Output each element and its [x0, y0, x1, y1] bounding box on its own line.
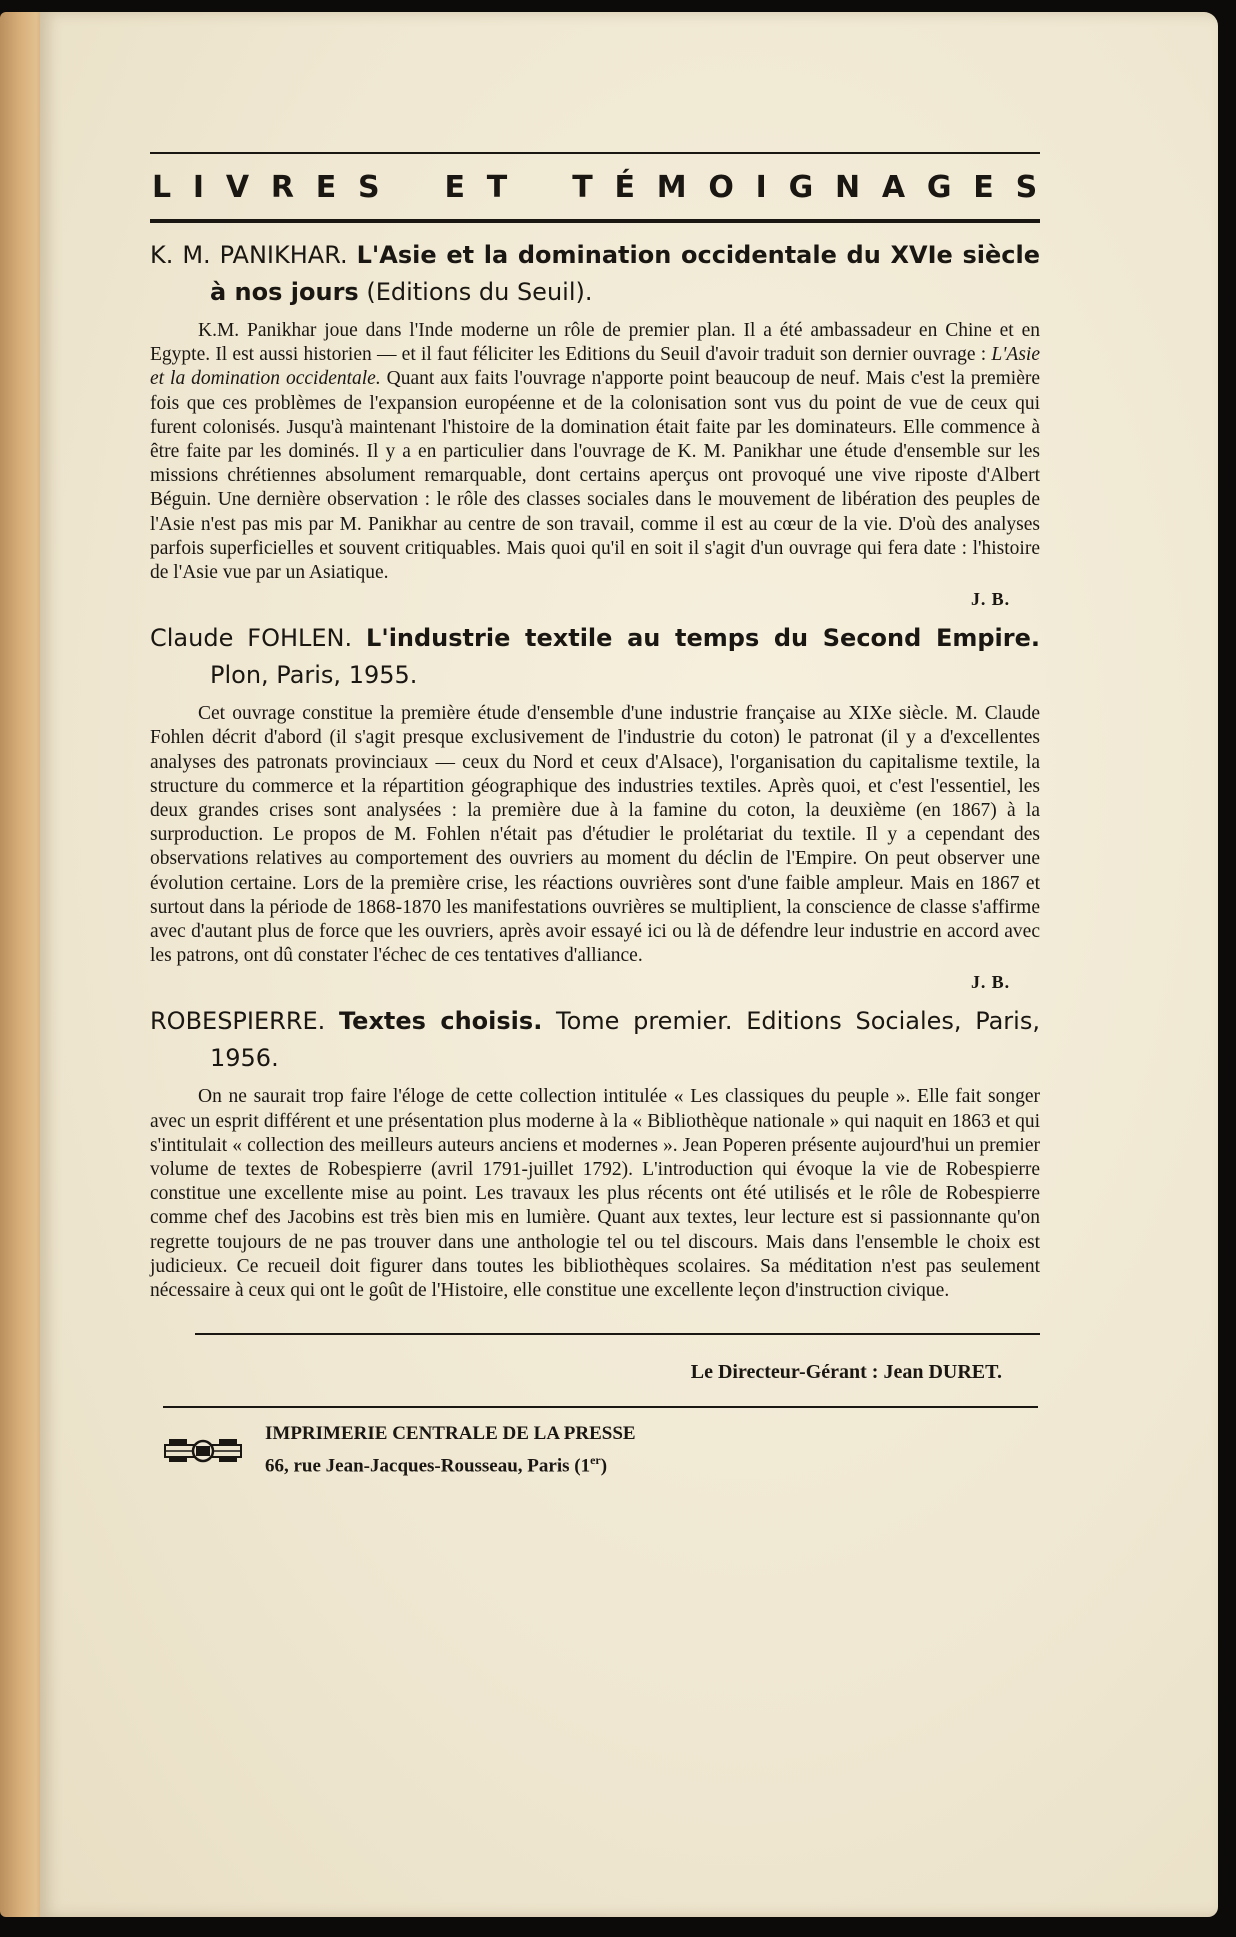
review-book-title: L'Asie et la domination occidentale du XVIe siècle à nos jours [210, 241, 1040, 306]
review-body-text: Quant aux faits l'ouvrage n'apporte point beaucoup de neuf. Mais c'est la première fois que ces problèmes de l'expansion européenne et de la colonisation sont vus du point de vue de ceux qui furent colonisés. Jusqu'à maintenant l'histoire de la domination était faite par les dominateurs. Elle commence à être faite par les dominés. Il y a en particulier dans l'ouvrage de K. M. Panikhar une étude d'ensemble sur les missions chrétiennes absolument remarquable, dont certains aperçus ont provoqué une vive riposte d'Albert Béguin. Une dernière observation : le rôle des classes sociales dans le mouvement de libération des peuples de l'Asie n'est pas mis par M. Panikhar au centre de son travail, comme il est au cœur de la vie. D'où des analyses parfois superficielles et souvent critiquables. Mais quoi qu'il en soit il s'agit d'un ouvrage qui fera date : l'histoire de l'Asie vue par un Asiatique. [150, 368, 1040, 584]
title-letter: A [881, 170, 906, 205]
review-heading [150, 620, 1040, 694]
title-letter: L [152, 170, 172, 205]
title-letter: E [973, 170, 995, 205]
title-letter: M [656, 170, 688, 205]
review-panikhar [150, 237, 1040, 610]
title-rule-top [150, 152, 1040, 154]
printer-address: 66, rue Jean-Jacques-Rousseau, Paris [265, 1455, 570, 1477]
review-robespierre [150, 1003, 1040, 1303]
review-body-text: K.M. Panikhar joue dans l'Inde moderne un rôle de premier plan. Il a été ambassadeur en Chine et en Egypte. Il est aussi historien — et il faut féliciter les Editions du Seuil d'avoir traduit son dernier ouvrage : [150, 320, 1040, 366]
printer-arrondissement-sup: er [590, 1453, 601, 1468]
printer-arrondissement-close: ) [600, 1455, 608, 1477]
title-letter: I [192, 170, 205, 205]
printer-name: IMPRIMERIE CENTRALE DE LA PRESSE [265, 1423, 636, 1445]
review-body-italic: L'Asie et la domination occidentale. [150, 344, 1040, 390]
review-signature: J. B. [970, 972, 1010, 993]
printer-imprint [163, 1420, 1040, 1479]
director-name: Jean DURET. [883, 1361, 1002, 1384]
title-letter: O [708, 170, 735, 205]
content [150, 152, 1040, 1480]
director-line [150, 1361, 1002, 1384]
title-letter: T [486, 170, 508, 205]
review-publisher: (Editions du Seuil). [366, 278, 593, 306]
review-author: K. M. PANIKHAR. [150, 241, 348, 269]
review-signature: J. B. [970, 589, 1010, 610]
printer-text [265, 1420, 636, 1479]
title-letter: S [357, 170, 381, 205]
title-letter: I [755, 170, 768, 205]
title-letter: N [835, 170, 861, 205]
title-letter: É [614, 170, 636, 205]
review-body: Cet ouvrage constitue la première étude d'ensemble d'une industrie française au XIXe siècle. M. Claude Fohlen décrit d'abord (il s'agit presque exclusivement de l'industrie du coton) le patronat (il y a d'excellentes analyses des patronats provinciaux — ceux du Nord et ceux d'Alsace), l'organisation du capitalisme textile, la structure du commerce et la répartition géographique des industries textiles. Après quoi, et c'est l'essentiel, les deux grandes crises sont analysées : la première due à la famine du coton, la deuxième (en 1867) à la surproduction. Le propos de M. Fohlen n'était pas d'étudier le prolétariat du textile. Il y a cependant des observations relatives au comportement des ouvriers au moment du déclin de l'Empire. On peut observer une évolution certaine. Lors de la première crise, les réactions ouvrières sont d'une faible ampleur. Mais en 1867 et surtout dans la période de 1868-1870 les manifestations ouvrières se multiplient, la conscience de classe s'affirme avec d'autant plus de force que les ouvriers, après avoir essayé ici ou là de défendre leur industrie en accord avec les patrons, ont dû constater l'échec de ces tentatives d'alliance. [150, 703, 1040, 967]
review-publisher: Tome premier. Editions Sociales, Paris, 1956. [210, 1007, 1040, 1073]
title-letter: G [926, 170, 953, 205]
review-body [150, 319, 1040, 585]
footer-rule [195, 1333, 1040, 1335]
director-label: Le Directeur-Gérant : [690, 1361, 879, 1384]
review-book-title: Textes choisis. [338, 1007, 543, 1036]
printer-rule [163, 1406, 1038, 1408]
title-letter: G [788, 170, 814, 205]
review-fohlen [150, 620, 1040, 993]
review-body: On ne saurait trop faire l'éloge de cette collection intitulée « Les classiques du peuple ». Elle fait songer avec un esprit différent et une présentation plus moderne à la « Bibliothèque nationale » qui naquit en 1863 et qui s'intitulait « collection des meilleurs auteurs anciens et modernes ». Jean Poperen présente aujourd'hui un premier volume de textes de Robespierre (avril 1791-juillet 1792). L'introduction qui évoque la vie de Robespierre constitue une excellente mise au point. Les travaux les plus récents ont été utilisés et le rôle de Robespierre comme chef des Jacobins est très bien mis en lumière. Quant aux textes, leur lecture est si passionnante qu'on regrette toujours de ne pas trouver dans une anthologie tel ou tel discours. Mais dans l'ensemble le choix est judicieux. Ce recueil doit figurer dans toutes les bibliothèques scolaires. Sa méditation n'est pas seulement nécessaire à ceux qui ont le goût de l'Histoire, elle constitue une excellente leçon d'instruction civique. [150, 1086, 1040, 1302]
title-letter: E [315, 170, 337, 205]
review-heading [150, 1003, 1040, 1077]
review-book-title: L'industrie textile au temps du Second Empire. [366, 624, 1040, 653]
printer-address-line [265, 1447, 636, 1479]
review-author: ROBESPIERRE. [150, 1007, 326, 1036]
title-letter: E [444, 170, 466, 205]
printer-arrondissement: (1 [574, 1455, 591, 1477]
review-publisher: Plon, Paris, 1955. [210, 661, 418, 690]
review-author: Claude FOHLEN. [150, 624, 353, 653]
title-letter: R [270, 170, 295, 205]
press-logo-icon [163, 1434, 243, 1466]
title-rule-bottom [150, 219, 1040, 223]
title-letter: S [1015, 170, 1038, 205]
review-heading [150, 237, 1040, 311]
title-letter: T [572, 170, 594, 205]
title-letter: V [225, 170, 250, 205]
section-title [150, 170, 1040, 205]
